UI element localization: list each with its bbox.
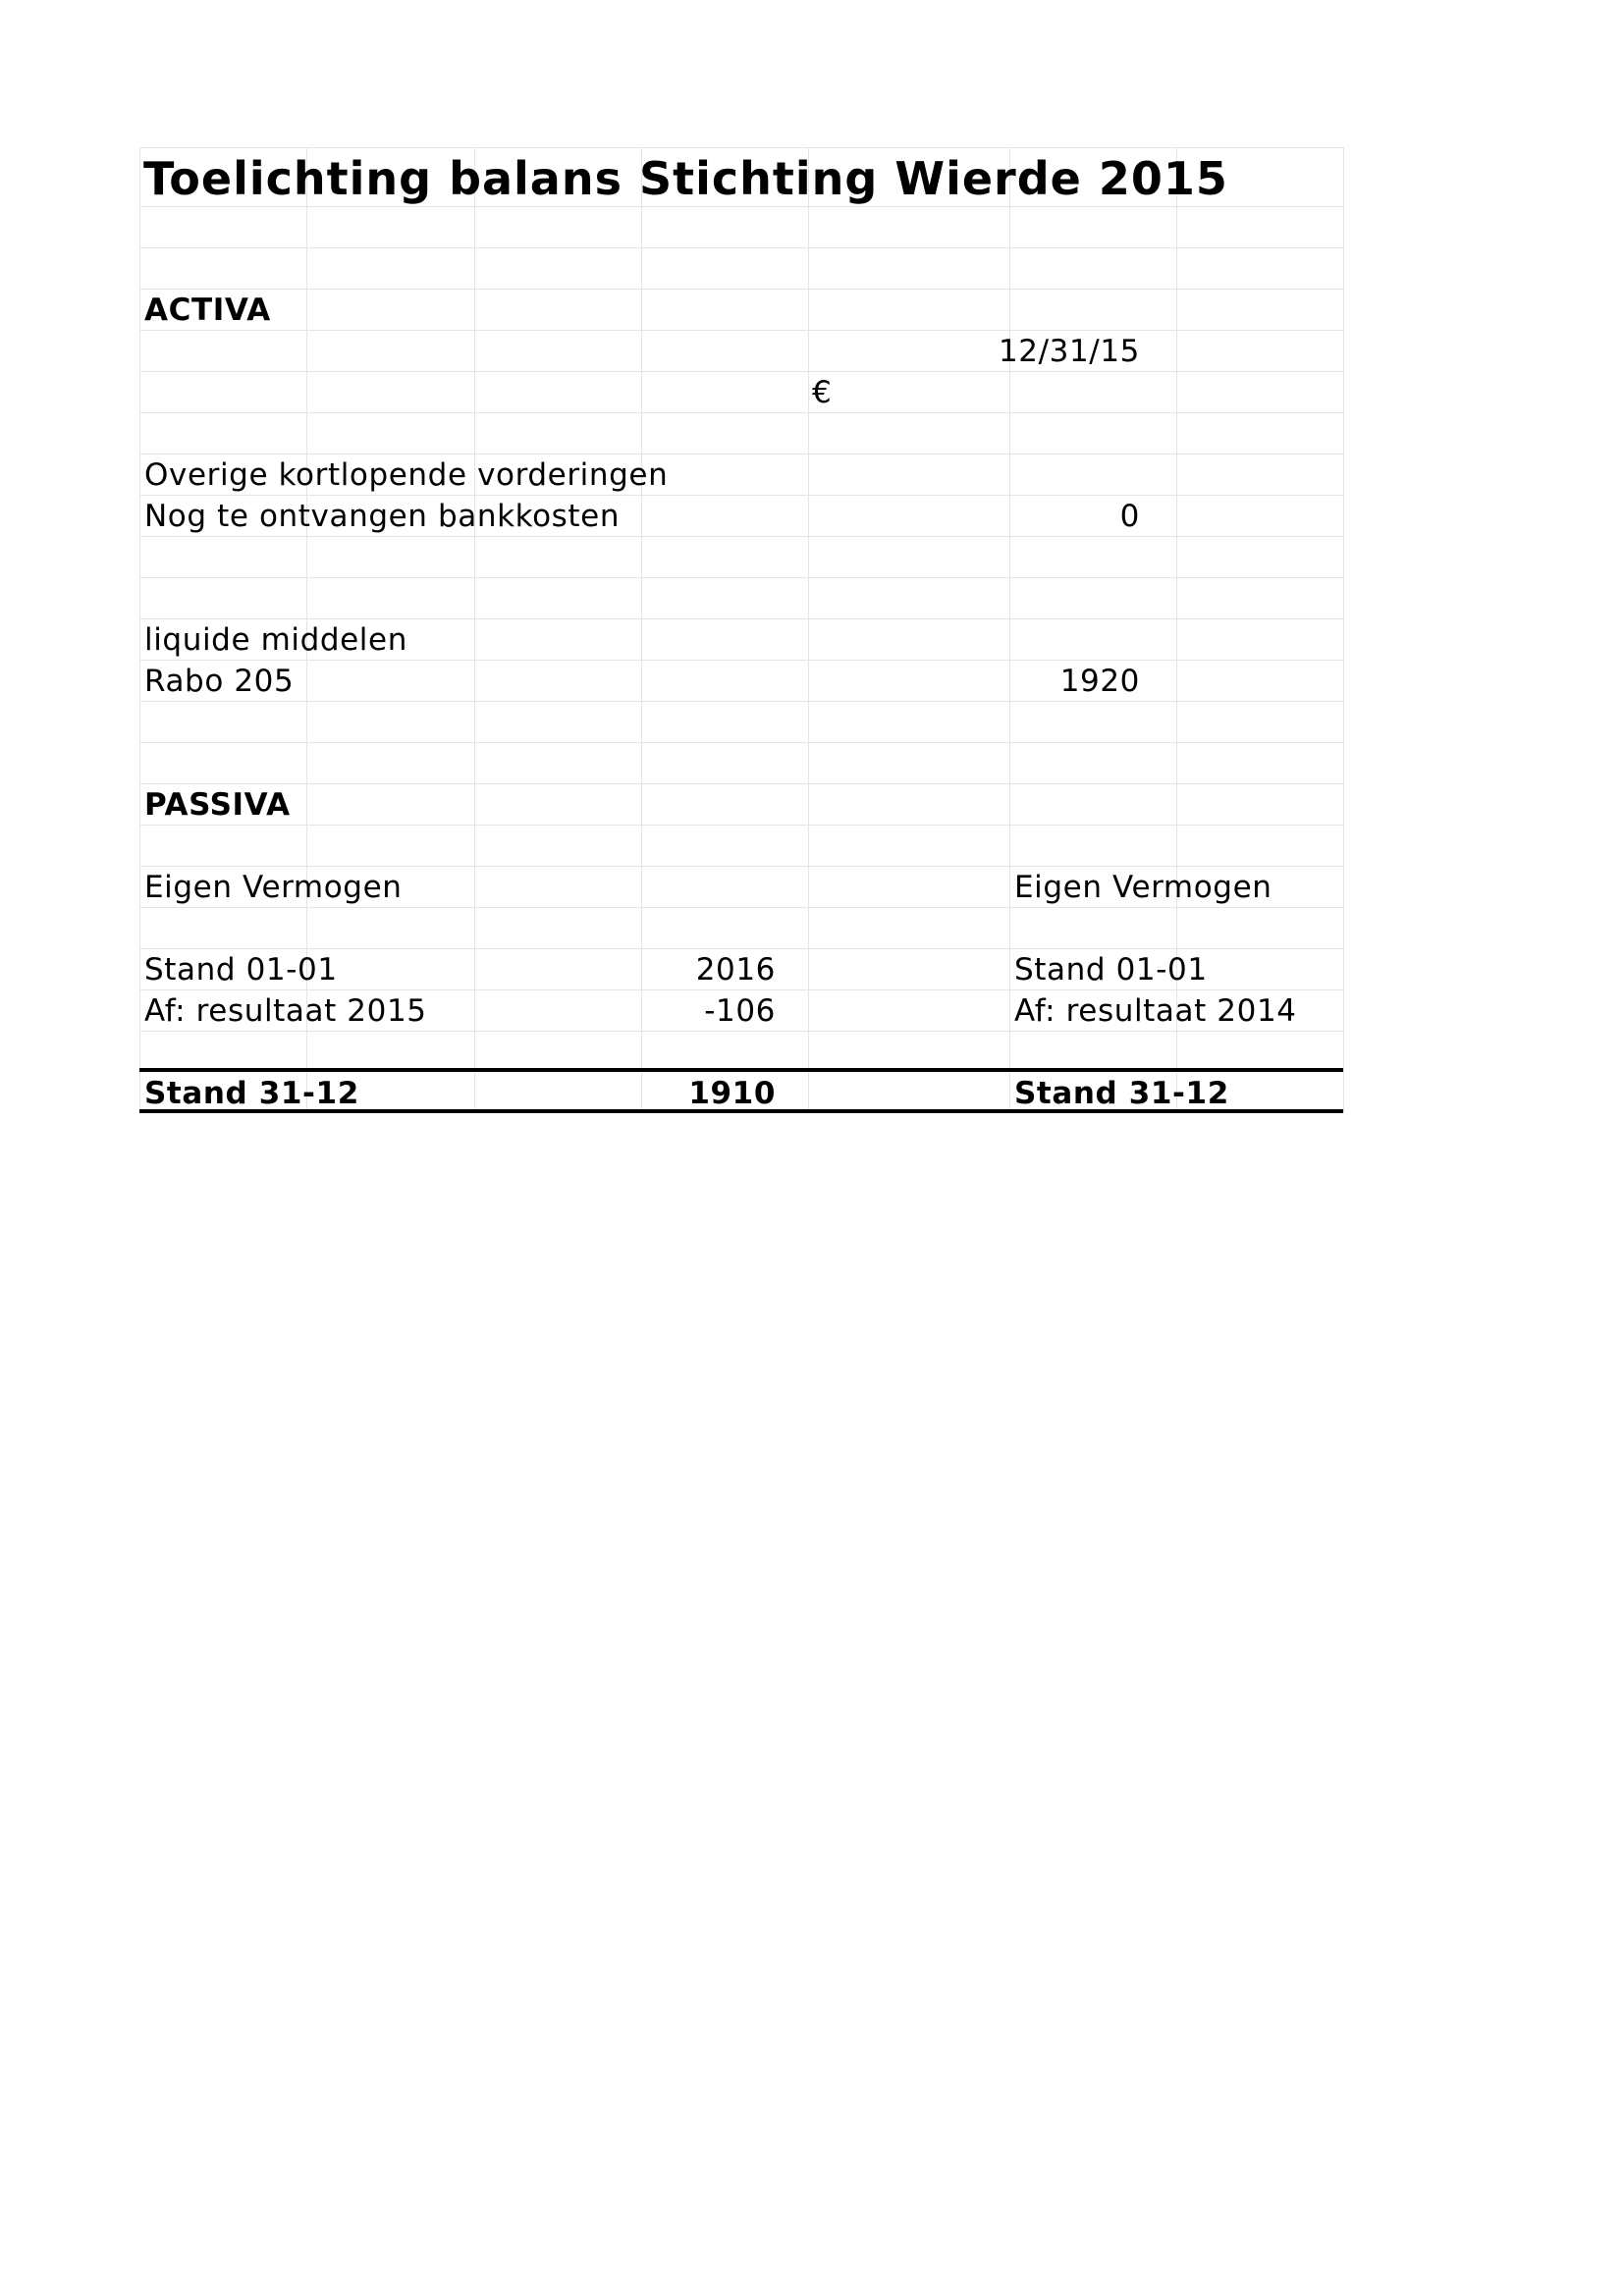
grid-row-line [139,412,1343,413]
bankkosten-label: Nog te ontvangen bankkosten [144,499,621,534]
page-title: Toelichting balans Stichting Wierde 2015 [143,152,1228,205]
eigen-vermogen-heading-left: Eigen Vermogen [144,870,403,905]
grid-row-line [139,907,1343,908]
grid-row-line [139,206,1343,207]
rabo-value: 1920 [1059,664,1140,699]
stand-3112-value-left: 1910 [688,1076,776,1111]
grid-row-line [139,247,1343,248]
grid-row-line [139,825,1343,826]
resultaat-label-right: Af: resultaat 2014 [1014,993,1297,1029]
vorderingen-label: Overige kortlopende vorderingen [144,457,669,493]
passiva-heading: PASSIVA [144,787,291,823]
grid-row-line [139,742,1343,743]
grid-column-line [808,147,809,1113]
grid-column-line [1009,147,1010,1113]
grid-row-line [139,330,1343,331]
grid-row-line [139,371,1343,372]
date-header: 12/31/15 [998,334,1140,369]
stand-0101-value-left: 2016 [695,952,776,988]
grid-row-line [139,660,1343,661]
grid-column-line [139,147,140,1113]
resultaat-value-left: -106 [704,993,776,1029]
bankkosten-value: 0 [1119,499,1140,534]
eigen-vermogen-heading-right: Eigen Vermogen [1014,870,1272,905]
liquide-label: liquide middelen [144,622,407,658]
grid-row-line [139,577,1343,578]
stand-0101-label-right: Stand 01-01 [1014,952,1208,988]
grid-row-line [139,701,1343,702]
stand-0101-label-left: Stand 01-01 [144,952,338,988]
currency-header: € [812,375,833,410]
stand-3112-label-right: Stand 31-12 [1014,1076,1229,1111]
grid-row-line [139,783,1343,784]
stand-3112-label-left: Stand 31-12 [144,1076,359,1111]
grid-row-line [139,1031,1343,1032]
resultaat-label-left: Af: resultaat 2015 [144,993,427,1029]
spreadsheet-page [139,147,1343,1117]
grid-row-line [139,536,1343,537]
grid-row-line [139,289,1343,290]
activa-heading: ACTIVA [144,293,271,328]
rabo-label: Rabo 205 [144,664,295,699]
grid-column-line [1343,147,1344,1113]
